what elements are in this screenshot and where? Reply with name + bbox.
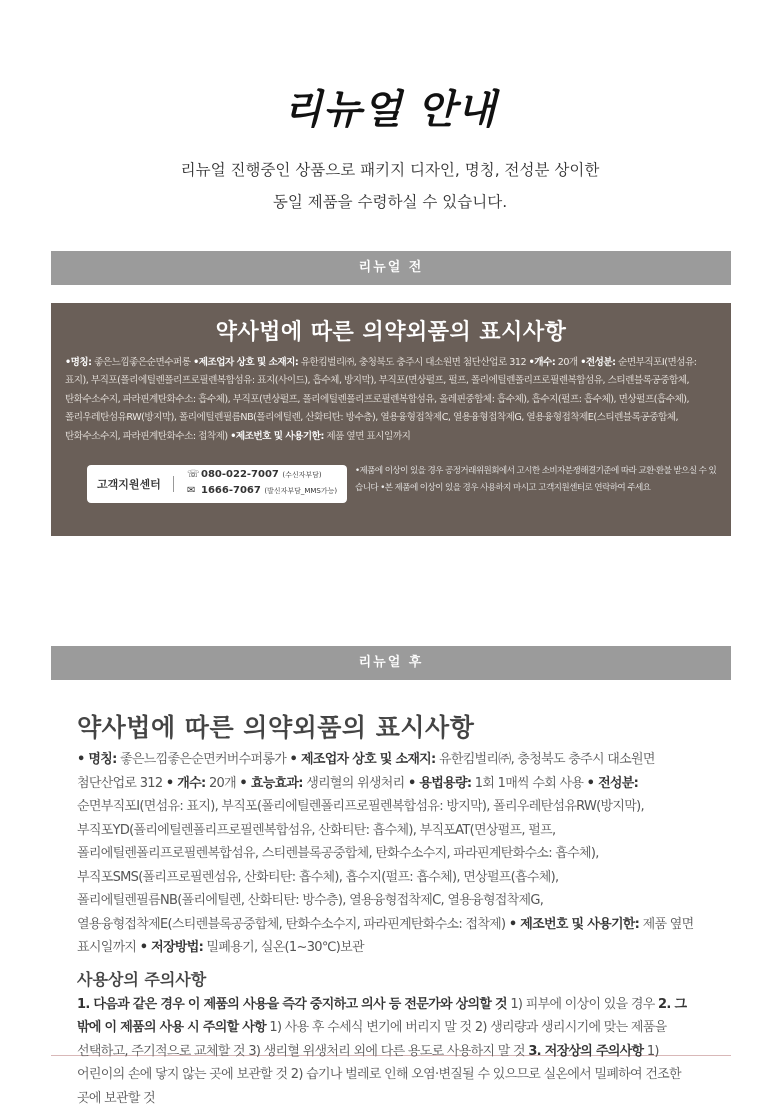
- precaution-2-heading: 2. 그 밖에 이 제품의 사용 시 주의할 사항: [77, 997, 686, 1036]
- after-label-text: [77, 748, 705, 960]
- before-key-name: •명칭:: [65, 357, 92, 368]
- phone-note-1: (수신자부담): [282, 471, 321, 479]
- phone-number-2: 1666-7067: [201, 485, 261, 496]
- intro-line-2: 동일 제품을 수령하실 수 있습니다.: [0, 190, 780, 212]
- precautions-title: 사용상의 주의사항: [77, 967, 705, 990]
- after-key-storage: • 저장방법:: [140, 940, 203, 955]
- precautions-text: [77, 993, 705, 1110]
- before-value-name: 좋은느낌좋은순면수퍼롱: [92, 357, 194, 368]
- after-label-panel: [51, 698, 731, 1056]
- after-title: 약사법에 따른 의약외품의 표시사항: [77, 708, 705, 744]
- after-key-ingredients: • 전성분:: [587, 776, 639, 791]
- phone-icon: ☏: [187, 469, 201, 480]
- before-title: 약사법에 따른 의약외품의 표시사항: [65, 315, 717, 346]
- after-key-maker: • 제조업자 상호 및 소재지:: [290, 752, 436, 767]
- before-label-text: [65, 354, 717, 446]
- after-key-name: • 명칭:: [77, 752, 117, 767]
- after-value-usage: 1회 1매씩 수회 사용: [471, 776, 586, 791]
- after-value-expiry: 제품 옆면 표시일까지: [77, 917, 693, 956]
- after-key-effect: • 효능효과:: [239, 776, 302, 791]
- mail-icon: ✉: [187, 485, 201, 496]
- before-value-expiry: 제품 옆면 표시일까지: [324, 431, 411, 442]
- customer-center-label: 고객지원센터: [97, 476, 174, 492]
- before-value-ingredients: 순면부직포Ⅰ(면섬유: 표지), 부직포(폴리에틸렌폴리프로필렌복합섬유: 표지(사이드), 흡수체, 방지막), 부직포(면상펄프, 펄프, 폴리에틸렌폴리프로필렌복합섬유, 스티렌블록공중합체, 탄화수소수지, 파라핀계탄화수소: 흡수체), 부직포(면상펄프, 폴리에틸렌폴리프로필렌복합섬유, 올레핀중합체: 흡수체), 흡수지(펄프: 흡수체), 면상펄프(흡수체), 폴리우레탄섬유RW(방지막), 폴리에틸렌필름NB(폴리에틸렌, 산화티탄: 방수층), 열용융형접착제C, 열용융형접착제G, 열용융형접착제E(스티렌블록공중합체, 탄화수소수지, 파라핀계탄화수소: 접착제): [65, 357, 697, 442]
- precaution-2-text: 1) 사용 후 수세식 변기에 버리지 말 것 2) 생리량과 생리시기에 맞는 제품을 선택하고, 주기적으로 교체할 것 3) 생리혈 위생처리 외에 다른 용도로 사용하지 말 것: [77, 1020, 667, 1059]
- precaution-3-heading: 3. 저장상의 주의사항: [528, 1044, 643, 1059]
- before-value-maker: 유한킴벌리㈜, 충청북도 충주시 대소원면 첨단산업로 312: [298, 357, 528, 368]
- before-key-expiry: •제조번호 및 사용기한:: [230, 431, 324, 442]
- after-key-expiry: • 제조번호 및 사용기한:: [509, 917, 639, 932]
- precaution-1-text: 1) 피부에 이상이 있을 경우: [507, 997, 658, 1012]
- precaution-1-heading: 1. 다음과 같은 경우 이 제품의 사용을 즉각 중지하고 의사 등 전문가와 상의할 것: [77, 997, 507, 1012]
- phone-line-1: [187, 469, 322, 480]
- phone-number-1: 080-022-7007: [201, 469, 279, 480]
- before-key-count: •개수:: [529, 357, 556, 368]
- after-value-ingredients: 순면부직포I(면섬유: 표지), 부직포(폴리에틸렌폴리프로필렌복합섬유: 방지막), 폴리우레탄섬유RW(방지막), 부직포YD(폴리에틸렌폴리프로필렌복합섬유, 산화티탄: 흡수체), 부직포AT(면상펄프, 펄프, 폴리에틸렌폴리프로필렌복합섬유, 스티렌블록공중합체, 탄화수소수지, 파라핀계탄화수소: 흡수체), 부직포SMS(폴리프로필렌섬유, 산화티탄: 흡수체), 흡수지(펄프: 흡수체), 면상펄프(흡수체), 폴리에틸렌필름NB(폴리에틸렌, 산화티탄: 방수층), 열용융형접착제C, 열용융형접착제G, 열용융형접착제E(스티렌블록공중합체, 탄화수소수지, 파라핀계탄화수소: 접착제): [77, 799, 644, 932]
- precaution-3-text: 1) 어린이의 손에 닿지 않는 곳에 보관할 것 2) 습기나 벌레로 인해 오염·변질될 수 있으므로 실온에서 밀폐하여 건조한 곳에 보관할 것: [77, 1044, 681, 1106]
- phone-line-2: [187, 485, 337, 496]
- after-value-count: 20개: [206, 776, 240, 791]
- before-key-maker: •제조업자 상호 및 소재지:: [193, 357, 298, 368]
- before-value-count: 20개: [555, 357, 580, 368]
- phone-note-2: (발신자부담_MMS가능): [264, 487, 337, 495]
- after-value-storage: 밀폐용기, 실온(1~30℃)보관: [203, 940, 364, 955]
- after-key-count: • 개수:: [166, 776, 206, 791]
- after-value-effect: 생리혈의 위생처리: [303, 776, 408, 791]
- before-notice: •제품에 이상이 있을 경우 공정거래위원회에서 고시한 소비자분쟁해결기준에 따라 교환·환불 받으실 수 있습니다 •본 제품에 이상이 있을 경우 사용하지 마시고 고객지원센터로 연락하여 주세요: [355, 463, 717, 497]
- customer-center-box: [87, 465, 347, 503]
- after-band: 리뉴얼 후: [51, 646, 731, 680]
- before-footer: [87, 463, 713, 507]
- before-key-ingredients: •전성분:: [580, 357, 615, 368]
- page-title: 리뉴얼 안내: [0, 78, 780, 135]
- intro-line-1: 리뉴얼 진행중인 상품으로 패키지 디자인, 명칭, 전성분 상이한: [0, 158, 780, 180]
- after-value-maker: 유한킴벌리㈜, 충청북도 충주시 대소원면 첨단산업로 312: [77, 752, 655, 791]
- after-value-name: 좋은느낌좋은순면커버수퍼롱가: [117, 752, 290, 767]
- after-key-usage: • 용법용량:: [408, 776, 471, 791]
- before-band: 리뉴얼 전: [51, 251, 731, 285]
- before-label-panel: [51, 303, 731, 536]
